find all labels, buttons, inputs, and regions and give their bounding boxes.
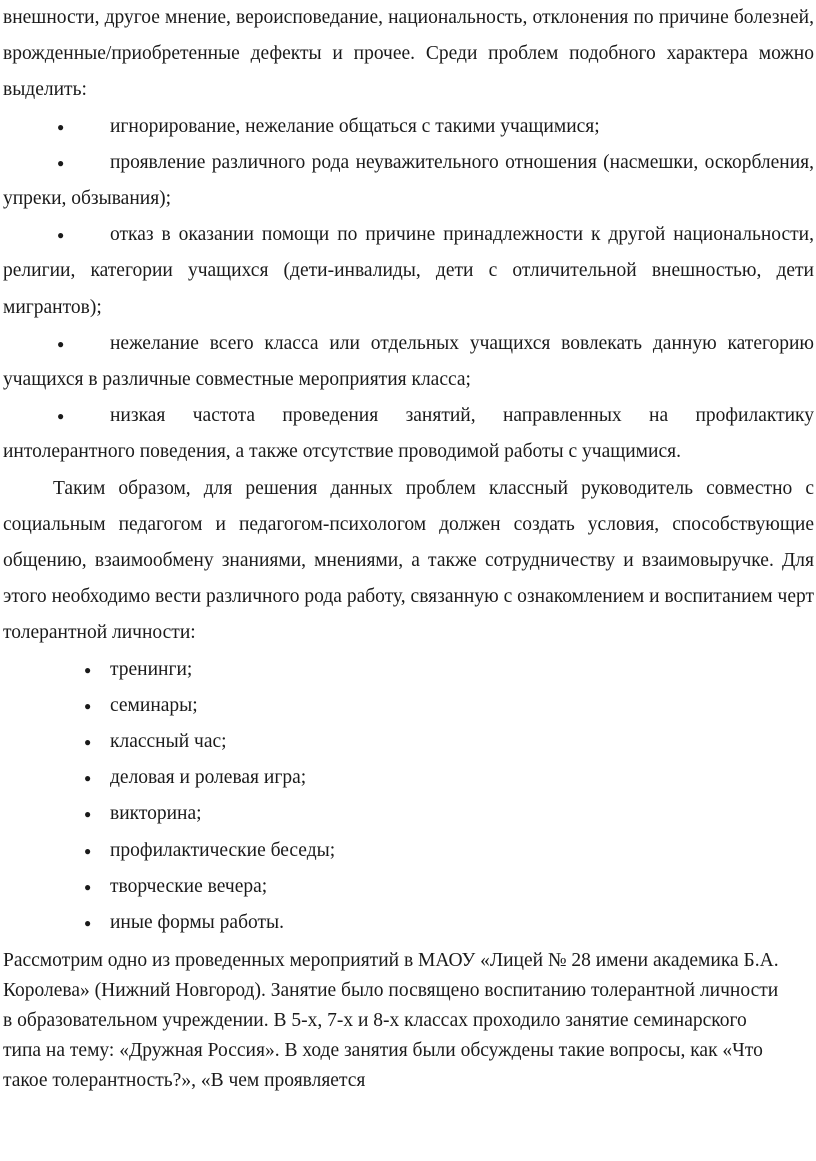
- problem-text: нежелание всего класса или отдельных учащихся вовлекать данную категорию учащихся в различные совместные мероприятия класса;: [3, 332, 814, 391]
- conclusion-paragraph: Таким образом, для решения данных проблем классный руководитель совместно с социальным педагогом и педагогом-психологом должен создать условия, способствующие общению, взаимообмену знаниями, мнениями, а также сотрудничеству и взаимовыручке. Для этого необходимо вести различного рода работу, связанную с ознакомлением и воспитанием черт толерантной личности:: [3, 477, 814, 644]
- work-form-text: деловая и ролевая игра;: [110, 767, 307, 789]
- work-form-item: [0, 796, 816, 832]
- bullet-icon: ●: [57, 409, 65, 424]
- work-form-item: [0, 905, 816, 941]
- work-form-text: семинары;: [110, 694, 198, 716]
- problem-text: игнорирование, нежелание общаться с такими учащимися;: [110, 115, 600, 137]
- work-form-item: [0, 688, 816, 724]
- bullet-icon: ●: [84, 916, 92, 931]
- work-form-item: [0, 869, 816, 905]
- bullet-icon: ●: [84, 843, 92, 858]
- bullet-icon: ●: [84, 735, 92, 750]
- problem-text: низкая частота проведения занятий, направленных на профилактику интолерантного поведения, а также отсутствие проводимой работы с учащимися.: [3, 405, 814, 463]
- work-form-text: профилактические беседы;: [110, 839, 336, 861]
- bullet-icon: ●: [57, 155, 65, 170]
- work-form-item: [0, 652, 816, 688]
- bullet-icon: ●: [57, 119, 65, 134]
- problem-item: [0, 326, 816, 398]
- problem-item: [0, 217, 816, 326]
- bullet-icon: ●: [57, 336, 65, 351]
- problem-item: [0, 398, 816, 470]
- bullet-icon: ●: [84, 771, 92, 786]
- bullet-icon: ●: [57, 228, 65, 243]
- intro-paragraph: внешности, другое мнение, вероисповедание, национальность, отклонения по причине болезней, врожденные/приобретенные дефекты и прочее. Среди проблем подобного характера можно выделить:: [3, 7, 814, 101]
- work-form-text: тренинги;: [110, 658, 193, 680]
- bullet-icon: ●: [84, 807, 92, 822]
- problem-text: отказ в оказании помощи по причине принадлежности к другой национальности, религии, категории учащихся (дети-инвалиды, дети с отличительной внешностью, дети мигрантов);: [3, 224, 814, 318]
- work-forms-list: [0, 652, 816, 942]
- work-form-text: викторина;: [110, 803, 202, 825]
- bullet-icon: ●: [84, 879, 92, 894]
- work-form-text: иные формы работы.: [110, 912, 284, 934]
- bullet-icon: ●: [84, 698, 92, 713]
- work-form-text: классный час;: [110, 731, 227, 753]
- work-form-item: [0, 833, 816, 869]
- problem-item: [0, 145, 816, 217]
- problem-text: проявление различного рода неуважительного отношения (насмешки, оскорбления, упреки, обзывания);: [3, 151, 814, 210]
- problems-list: [0, 109, 816, 471]
- problem-item: [0, 109, 816, 145]
- work-form-item: [0, 724, 816, 760]
- bullet-icon: ●: [84, 662, 92, 677]
- work-form-item: [0, 760, 816, 796]
- final-paragraph: Рассмотрим одно из проведенных мероприятий в МАОУ «Лицей № 28 имени академика Б.А. Королева» (Нижний Новгород). Занятие было посвящено воспитанию толерантной личности в образовательном учреждении. В 5-х, 7-х и 8-х классах проходило занятие семинарского типа на тему: «Дружная Россия». В ходе занятия были обсуждены такие вопросы, как «Что такое толерантность?», «В чем проявляется: [3, 950, 779, 1092]
- work-form-text: творческие вечера;: [110, 875, 268, 897]
